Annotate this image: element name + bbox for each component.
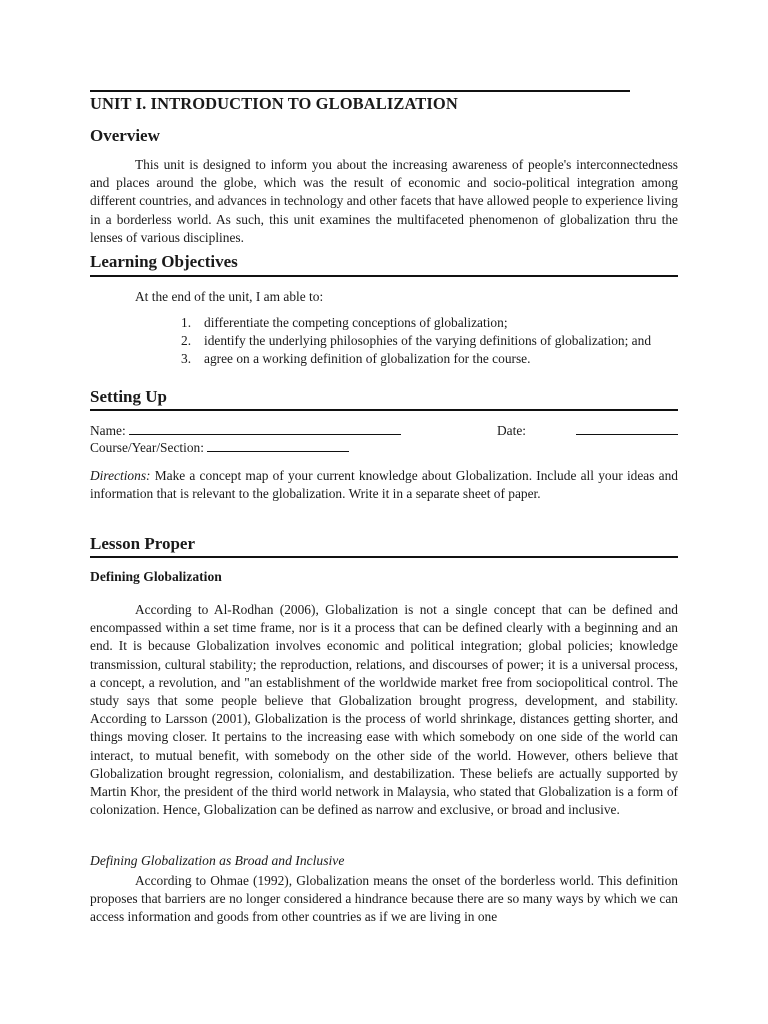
objective-text: identify the underlying philosophies of the varying definitions of globalization; and <box>204 333 652 348</box>
broad-inclusive-heading: Defining Globalization as Broad and Inclusive <box>90 853 345 868</box>
lesson-paragraph-1: According to Al-Rodhan (2006), Globalization is not a single concept that can be defined and encompassed within a set time frame, nor is it a process that can be defined clearly with a beginning and an end. It is because Globalization involves economic and political integration; global policies; knowledge transmission, cultural stability; the reproduction, relations, and discourses of power; it is a universal process, a concept, a revolution, and "an establishment of the worldwide market free from sociopolitical control. The study says that some people believe that Globalization brought progress, development, and stability. According to Larsson (2001), Globalization is the process of world shrinkage, distances getting shorter, and things moving closer. It pertains to the increasing ease with which somebody on one side of the world can interact, to mutual benefit, with somebody on the other side of the world. However, others believe that Globalization brought regression, colonialism, and destabilization. These beliefs are actually supported by Martin Khor, the president of the third world network in Malaysia, who stated that Globalization is a form of colonization. Hence, Globalization can be defined as narrow and exclusive, or broad and inclusive. <box>90 602 678 818</box>
directions <box>90 467 678 503</box>
course-label: Course/Year/Section: <box>90 440 204 455</box>
objectives-heading: Learning Objectives <box>90 252 238 271</box>
objective-number: 1. <box>181 315 192 330</box>
objective-number: 2. <box>181 333 192 348</box>
objectives-list <box>90 314 678 368</box>
name-label: Name: <box>90 423 126 438</box>
directions-text: Make a concept map of your current knowledge about Globalization. Include all your ideas and information that is relevant to the globalization. Write it in a separate sheet of paper. <box>90 468 678 502</box>
unit-title: UNIT I. INTRODUCTION TO GLOBALIZATION <box>90 94 458 113</box>
name-blank[interactable] <box>129 422 401 435</box>
name-field <box>90 422 401 440</box>
top-rule <box>90 90 630 92</box>
objective-text: agree on a working definition of globalization for the course. <box>204 351 531 366</box>
objective-item <box>90 350 678 368</box>
course-blank[interactable] <box>207 439 349 452</box>
objective-number: 3. <box>181 351 192 366</box>
setting-up-rule <box>90 409 678 411</box>
lesson-rule <box>90 556 678 558</box>
setting-up-heading: Setting Up <box>90 387 167 406</box>
overview-heading: Overview <box>90 126 160 145</box>
overview-text: This unit is designed to inform you about the increasing awareness of people's interconnectedness and places around the globe, which was the result of economic and socio-political integration among different countries, and advances in technology and other facets that have allowed people to experience living in a borderless world. As such, this unit examines the multifaceted phenomenon of globalization thru the lenses of various disciplines. <box>90 157 678 245</box>
objective-text: differentiate the competing conceptions of globalization; <box>204 315 508 330</box>
directions-label: Directions: <box>90 468 151 483</box>
objectives-intro: At the end of the unit, I am able to: <box>135 289 324 304</box>
date-blank[interactable] <box>576 422 678 435</box>
objective-item <box>90 314 678 332</box>
objective-item <box>90 332 678 350</box>
course-field <box>90 439 349 457</box>
objectives-rule <box>90 275 678 277</box>
lesson-heading: Lesson Proper <box>90 534 195 553</box>
defining-subheading: Defining Globalization <box>90 569 222 584</box>
date-label: Date: <box>497 423 526 438</box>
lesson-paragraph-2: According to Ohmae (1992), Globalization means the onset of the borderless world. This definition proposes that barriers are no longer considered a hindrance because there are so many ways by which we can access information and goods from other countries as if we are living in one <box>90 873 678 925</box>
